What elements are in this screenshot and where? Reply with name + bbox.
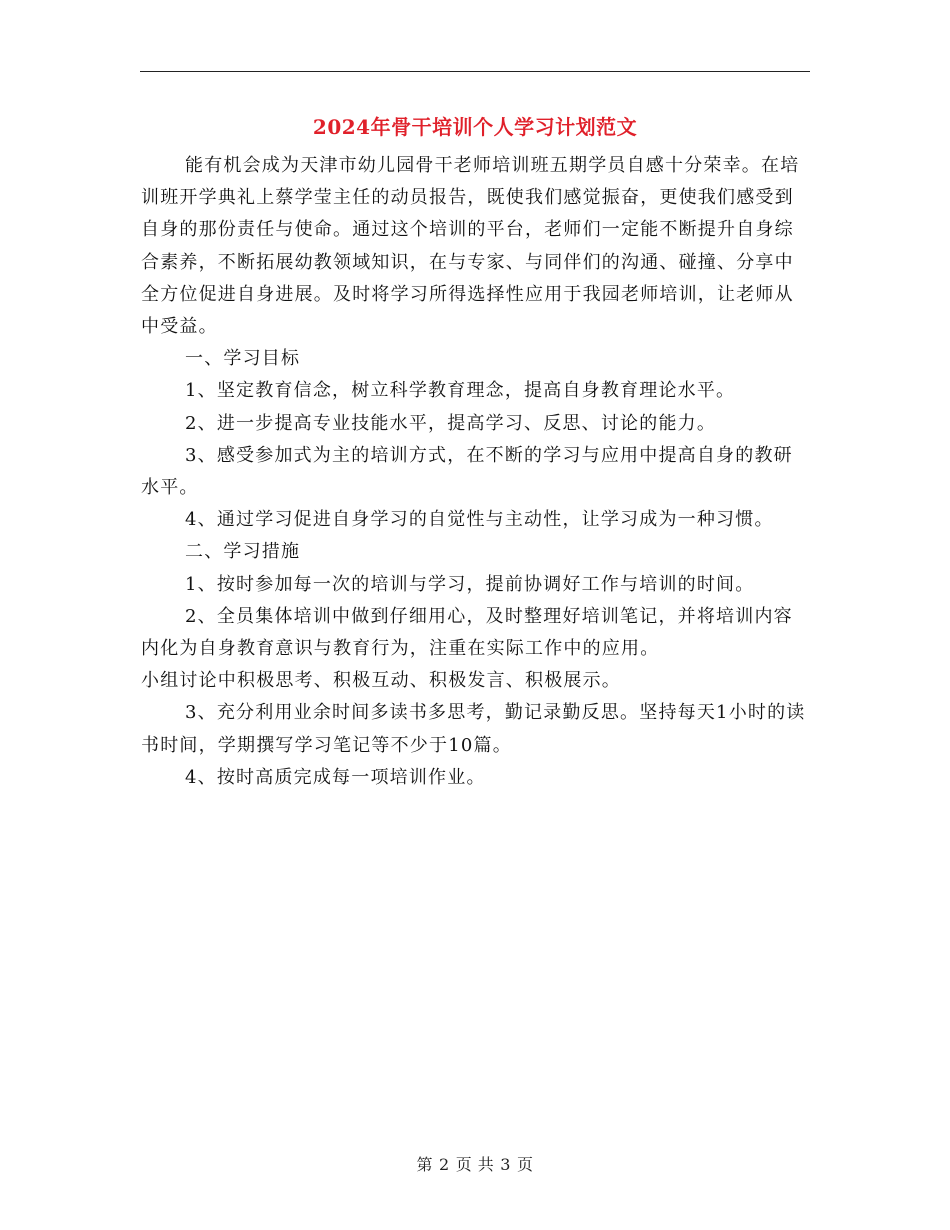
- goal-item-3: 3、感受参加式为主的培训方式，在不断的学习与应用中提高自身的教研水平。: [141, 444, 793, 499]
- measure-item-1: 1、按时参加每一次的培训与学习，提前协调好工作与培训的时间。: [185, 573, 755, 595]
- goal-item-4: 4、通过学习促进自身学习的自觉性与主动性，让学习成为一种习惯。: [185, 509, 774, 531]
- document-body: [141, 150, 811, 794]
- section-heading-goals: 一、学习目标: [185, 348, 301, 370]
- goal-item-1: 1、坚定教育信念，树立科学教育理念，提高自身教育理论水平。: [185, 380, 736, 402]
- total-page-number: 3: [500, 1155, 511, 1174]
- page-footer: [0, 1153, 950, 1177]
- section-heading-measures: 二、学习措施: [185, 541, 301, 563]
- footer-prefix: 第: [416, 1155, 434, 1174]
- goal-item-2: 2、进一步提高专业技能水平，提高学习、反思、讨论的能力。: [185, 412, 717, 434]
- measure-item-3: 3、充分利用业余时间多读书多思考，勤记录勤反思。坚持每天1小时的读书时间，学期撰写学习笔记等不少于10篇。: [141, 702, 806, 756]
- measure-item-2: 2、全员集体培训中做到仔细用心，及时整理好培训笔记，并将培训内容内化为自身教育意识与教育行为，注重在实际工作中的应用。: [141, 605, 793, 660]
- measure-item-2-continuation: 小组讨论中积极思考、积极互动、积极发言、积极展示。: [141, 670, 621, 692]
- footer-suffix: 页: [516, 1155, 534, 1174]
- document-title: 2024年骨干培训个人学习计划范文: [312, 115, 638, 139]
- measure-item-4: 4、按时高质完成每一项培训作业。: [185, 766, 486, 788]
- footer-middle: 页 共: [455, 1155, 495, 1174]
- current-page-number: 2: [439, 1155, 450, 1174]
- header-rule: [140, 71, 810, 72]
- intro-paragraph: 能有机会成为天津市幼儿园骨干老师培训班五期学员自感十分荣幸。在培训班开学典礼上蔡学莹主任的动员报告，既使我们感觉振奋，更使我们感受到自身的那份责任与使命。通过这个培训的平台，老师们一定能不断提升自身综合素养，不断拓展幼教领域知识，在与专家、与同伴们的沟通、碰撞、分享中全方位促进自身进展。及时将学习所得选择性应用于我园老师培训，让老师从中受益。: [141, 155, 800, 338]
